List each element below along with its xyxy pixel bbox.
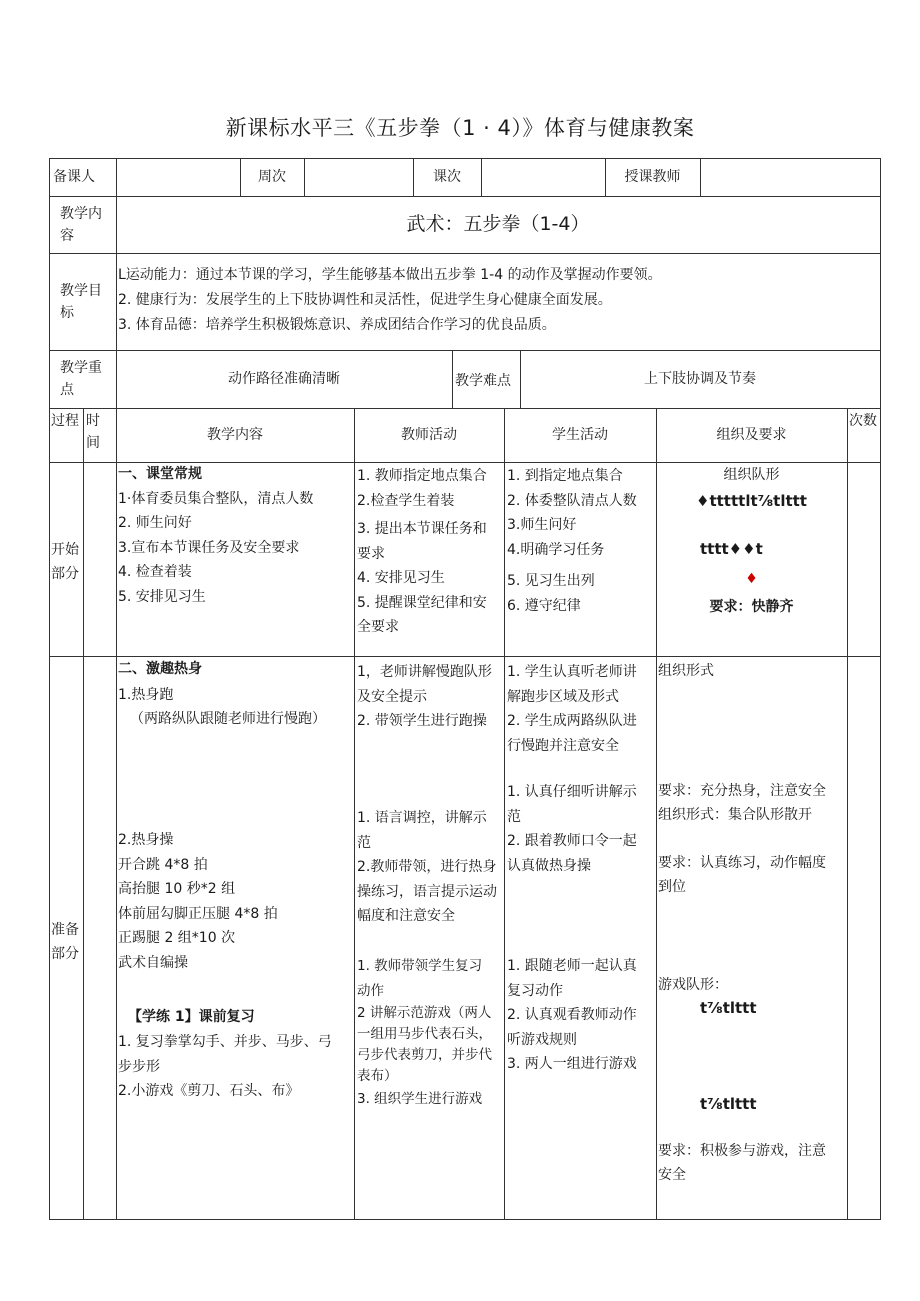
- col-time: 时间: [86, 413, 100, 451]
- prep-teacher-item: 及安全提示: [357, 688, 427, 705]
- col-teacher: 教师活动: [401, 427, 457, 443]
- col-divider: [700, 158, 701, 196]
- key-label: 教学重点: [60, 360, 102, 398]
- section-prep-label: 准备部分: [51, 922, 79, 962]
- col-divider: [847, 408, 848, 1220]
- start-student-item: 4.明确学习任务: [507, 541, 605, 558]
- prep-student-b: [507, 780, 637, 878]
- prep-teacher-a: [357, 660, 492, 734]
- prep-heading: 二、激趣热身: [118, 661, 202, 677]
- key-value: 动作路径准确清晰: [228, 371, 340, 387]
- prep-teacher-item: 1. 语言调控，讲解示: [357, 810, 487, 826]
- start-student-item: 1. 到指定地点集合: [507, 468, 623, 484]
- start-teacher-item: 要求: [357, 545, 385, 562]
- start-content-item: 1·体育委员集合整队，清点人数: [118, 490, 314, 507]
- prep-teacher-item: 弓步代表剪刀，并步代: [357, 1047, 492, 1063]
- prep-org-req-2a: 要求：认真练习，动作幅度: [658, 855, 826, 871]
- prep-student-item: 复习动作: [507, 982, 563, 999]
- prep-teacher-item: 2. 带领学生进行跑操: [357, 713, 487, 729]
- difficulty-label: 教学难点: [455, 373, 511, 389]
- lesson-label: 课次: [433, 169, 461, 185]
- teacher-position-marker: ♦: [745, 571, 758, 587]
- review-item: 步步形: [118, 1058, 160, 1075]
- table-border-left: [49, 158, 50, 1220]
- col-divider: [504, 408, 505, 1220]
- preparer-label: 备课人: [53, 169, 95, 185]
- row-divider: [49, 253, 881, 254]
- page-title: 新课标水平三《五步拳（1 · 4）》体育与健康教案: [225, 116, 695, 140]
- game-formation-label: 游戏队形：: [658, 977, 728, 993]
- content-label: 教学内容: [60, 206, 102, 244]
- prep-exercise-item: 武术自编操: [118, 954, 188, 971]
- prep-exercises: [118, 828, 278, 975]
- week-label: 周次: [258, 169, 286, 185]
- prep-student-item: 范: [507, 808, 521, 825]
- start-teacher-item: 5. 提醒课堂纪律和安: [357, 594, 487, 611]
- col-divider: [452, 350, 453, 408]
- review-list: [118, 1030, 332, 1104]
- col-divider: [354, 408, 355, 1220]
- prep-student-item: 听游戏规则: [507, 1031, 577, 1048]
- prep-org-req-3b: 安全: [658, 1167, 686, 1183]
- row-divider: [49, 350, 881, 351]
- prep-student-item: 认真做热身操: [507, 857, 591, 874]
- row-divider: [49, 656, 881, 657]
- goal-item: 2. 健康行为：发展学生的上下肢协调性和灵活性，促进学生身心健康全面发展。: [118, 292, 612, 308]
- prep-teacher-item: 2.教师带领，进行热身: [357, 859, 497, 875]
- game-formation-row-1: t⅞tlttt: [700, 999, 757, 1017]
- prep-teacher-item: 幅度和注意安全: [357, 908, 455, 924]
- prep-teacher-item: 动作: [357, 982, 384, 999]
- start-content-item: 5. 安排见习生: [118, 588, 206, 605]
- prep-student-item: 1. 认真仔细听讲解示: [507, 784, 637, 800]
- goal-item: L运动能力：通过本节课的学习，学生能够基本做出五步拳 1-4 的动作及掌握动作要领。: [118, 267, 662, 283]
- col-divider: [116, 408, 117, 1220]
- prep-teacher-item: 表布）: [357, 1068, 398, 1084]
- prep-org-req-1: 要求：充分热身，注意安全: [658, 783, 826, 799]
- prep-org-form-2: 组织形式：集合队形散开: [658, 807, 812, 823]
- prep-run-note: （两路纵队跟随老师进行慢跑）: [130, 711, 326, 727]
- prep-student-item: 2. 跟着教师口令一起: [507, 833, 637, 849]
- prep-teacher-item: 操练习，语言提示运动: [357, 883, 497, 900]
- start-teacher-item: 2.检查学生着装: [357, 492, 455, 509]
- start-org-title: 组织队形: [723, 467, 780, 483]
- teacher-label: 授课教师: [624, 169, 681, 185]
- start-teacher-item: 4. 安排见习生: [357, 570, 445, 586]
- start-content: [118, 462, 313, 609]
- prep-exercise-item: 2.热身操: [118, 832, 174, 848]
- content-value: 武术：五步拳（1-4）: [406, 213, 590, 235]
- review-heading: 【学练 1】课前复习: [128, 1009, 255, 1025]
- prep-org-form-1: 组织形式: [658, 663, 714, 679]
- start-content-heading: 一、课堂常规: [118, 466, 202, 482]
- difficulty-value: 上下肢协调及节奏: [644, 371, 756, 387]
- start-student: [507, 464, 637, 618]
- col-content: 教学内容: [207, 427, 263, 443]
- prep-teacher-b: [357, 806, 497, 929]
- start-teacher-item: 3. 提出本节课任务和: [357, 521, 487, 537]
- prep-teacher-c: [357, 954, 492, 1112]
- prep-student-c: [507, 954, 637, 1077]
- goals-label: 教学目标: [60, 283, 102, 321]
- start-teacher-item: 全要求: [357, 619, 399, 635]
- row-divider: [49, 196, 881, 197]
- prep-teacher-item: 范: [357, 834, 371, 851]
- prep-org-req-3a: 要求：积极参与游戏，注意: [658, 1143, 826, 1159]
- prep-student-item: 3. 两人一组进行游戏: [507, 1056, 637, 1072]
- start-teacher: [357, 464, 487, 640]
- col-divider: [304, 158, 305, 196]
- prep-student-item: 解跑步区域及形式: [507, 688, 619, 705]
- prep-teacher-item: 1. 教师带领学生复习: [357, 958, 483, 974]
- start-content-item: 2. 师生问好: [118, 515, 192, 531]
- goal-item: 3. 体育品德：培养学生积极锻炼意识、养成团结合作学习的优良品质。: [118, 317, 556, 333]
- prep-student-item: 2. 认真观看教师动作: [507, 1007, 637, 1023]
- start-content-item: 4. 检查着装: [118, 564, 192, 580]
- prep-student-item: 1. 学生认真听老师讲: [507, 664, 637, 680]
- prep-teacher-item: 2 讲解示范游戏（两人: [357, 1005, 492, 1021]
- prep-student-item: 2. 学生成两路纵队进: [507, 713, 637, 729]
- prep-teacher-item: 一组用马步代表石头，: [357, 1026, 492, 1042]
- start-formation-row-1: ♦tttttlt⅞tlttt: [696, 492, 807, 510]
- col-divider: [116, 158, 117, 350]
- start-content-item: 3.宣布本节课任务及安全要求: [118, 539, 300, 556]
- row-divider: [49, 408, 881, 409]
- review-item: 1. 复习拳掌勾手、并步、马步、弓: [118, 1034, 332, 1050]
- prep-exercise-item: 高抬腿 10 秒*2 组: [118, 881, 236, 897]
- table-border-top: [49, 158, 881, 159]
- col-divider: [481, 158, 482, 196]
- col-divider: [83, 408, 84, 1220]
- start-formation-row-2: tttt♦♦t: [700, 540, 763, 558]
- prep-org-req-2b: 到位: [658, 879, 686, 895]
- review-item: 2.小游戏《剪刀、石头、布》: [118, 1083, 300, 1099]
- prep-run: 1.热身跑: [118, 687, 174, 703]
- game-formation-row-2: t⅞tlttt: [700, 1095, 757, 1113]
- col-process: 过程: [51, 413, 79, 429]
- start-requirement: 要求：快静齐: [709, 599, 794, 615]
- col-divider: [656, 408, 657, 1220]
- start-student-item: 6. 遵守纪律: [507, 597, 581, 614]
- start-teacher-item: 1. 教师指定地点集合: [357, 468, 487, 484]
- prep-teacher-item: 3. 组织学生进行游戏: [357, 1091, 483, 1107]
- prep-exercise-item: 开合跳 4*8 拍: [118, 856, 208, 873]
- col-org: 组织及要求: [716, 427, 787, 443]
- table-border-bottom: [49, 1219, 881, 1220]
- prep-teacher-item: 1，老师讲解慢跑队形: [357, 664, 492, 680]
- prep-exercise-item: 正踢腿 2 组*10 次: [118, 930, 236, 946]
- prep-student-item: 1. 跟随老师一起认真: [507, 958, 637, 974]
- start-student-item: 2. 体委整队清点人数: [507, 492, 637, 509]
- start-student-item: 5. 见习生出列: [507, 573, 595, 589]
- table-border-right: [880, 158, 881, 1220]
- start-student-item: 3.师生问好: [507, 517, 577, 533]
- prep-student-a: [507, 660, 637, 758]
- prep-student-item: 行慢跑并注意安全: [507, 737, 619, 754]
- col-count: 次数: [849, 413, 877, 429]
- col-student: 学生活动: [552, 427, 608, 443]
- prep-exercise-item: 体前屈勾脚正压腿 4*8 拍: [118, 905, 278, 922]
- section-start-label: 开始部分: [51, 542, 79, 582]
